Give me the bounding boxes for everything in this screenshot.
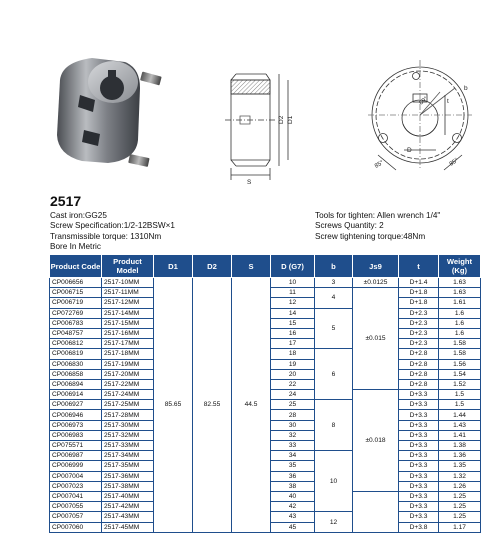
table-row [50,278,481,288]
cell-weight: 1.56 [439,359,481,369]
cell-product-model: 2517-10MM [102,278,154,288]
cell-t: D+2.8 [399,359,439,369]
cell-product-model: 2517-15MM [102,318,154,328]
header-d1: D1 [154,255,193,278]
cell-product-code: CP007041 [50,491,102,501]
cell-weight: 1.32 [439,471,481,481]
label-b: b [464,85,468,92]
cell-product-code: CP007023 [50,481,102,491]
spec-material: Cast iron:GG25 [50,211,107,220]
cell-d-g7: 25 [271,400,315,410]
cell-d-g7: 15 [271,318,315,328]
cell-product-model: 2517-35MM [102,461,154,471]
cell-product-code: CP006715 [50,288,102,298]
cell-weight: 1.44 [439,410,481,420]
cell-t: D+3.3 [399,400,439,410]
cell-t: D+2.3 [399,308,439,318]
cell-t: D+3.3 [399,461,439,471]
cell-t: D+2.3 [399,328,439,338]
cell-product-code: CP006973 [50,420,102,430]
cell-t: D+2.8 [399,369,439,379]
cell-product-code: CP006812 [50,339,102,349]
cell-product-code: CP072769 [50,308,102,318]
table-header-row [50,255,481,278]
header-product-model: Product Model [102,255,154,278]
header-s: S [232,255,271,278]
cell-weight: 1.58 [439,349,481,359]
cell-product-model: 2517-16MM [102,328,154,338]
spec-tightening-torque: Screw tightening torque:48Nm [315,231,426,241]
cell-d-g7: 38 [271,481,315,491]
header-d-g7: D (G7) [271,255,315,278]
cell-product-code: CP006783 [50,318,102,328]
cell-weight: 1.6 [439,318,481,328]
cell-t: D+1.8 [399,298,439,308]
cell-product-code: CP075571 [50,441,102,451]
cell-weight: 1.25 [439,512,481,522]
cell-b: 8 [315,400,353,451]
cell-js9: ±0.0125 [353,278,399,288]
cell-d-g7: 10 [271,278,315,288]
cell-product-model: 2517-19MM [102,359,154,369]
cell-product-model: 2517-12MM [102,298,154,308]
label-d2: D2 [278,115,285,124]
section-view [225,74,288,180]
cell-product-model: 2517-20MM [102,369,154,379]
header-weight: Weight (Kg) [439,255,481,278]
label-d1: D1 [287,115,294,124]
cell-d-g7: 20 [271,369,315,379]
cell-t: D+3.3 [399,420,439,430]
cell-product-model: 2517-34MM [102,451,154,461]
cell-product-model: 2517-38MM [102,481,154,491]
cell-weight: 1.63 [439,288,481,298]
label-angle-85-left: 85° [374,159,385,170]
cell-weight: 1.25 [439,502,481,512]
cell-t: D+2.3 [399,318,439,328]
cell-d-g7: 34 [271,451,315,461]
header-t: t [399,255,439,278]
product-title: 2517 [50,193,82,209]
cell-d-g7: 32 [271,430,315,440]
cell-product-code: CP007057 [50,512,102,522]
cell-product-code: CP006927 [50,400,102,410]
cell-d-g7: 22 [271,379,315,389]
cell-product-code: CP006830 [50,359,102,369]
cell-d-g7: 17 [271,339,315,349]
cell-weight: 1.17 [439,522,481,532]
cell-product-code: CP006999 [50,461,102,471]
cell-js9: ±0.018 [353,390,399,492]
cell-product-model: 2517-17MM [102,339,154,349]
cell-product-code: CP006858 [50,369,102,379]
cell-d-g7: 16 [271,328,315,338]
cell-product-code: CP006987 [50,451,102,461]
cell-product-model: 2517-45MM [102,522,154,532]
cell-product-code: CP006894 [50,379,102,389]
spec-column-right [315,211,440,242]
cell-t: D+3.3 [399,512,439,522]
cell-d-g7: 45 [271,522,315,532]
bush-photo [57,58,162,167]
label-t: t [447,98,449,105]
cell-product-code: CP006946 [50,410,102,420]
cell-product-code: CP048757 [50,328,102,338]
cell-product-model: 2517-32MM [102,430,154,440]
cell-product-code: CP006656 [50,278,102,288]
cell-product-model: 2517-36MM [102,471,154,481]
cell-product-model: 2517-30MM [102,420,154,430]
cell-product-code: CP006983 [50,430,102,440]
cell-d-g7: 18 [271,349,315,359]
cell-d-g7: 40 [271,491,315,501]
cell-d-g7: 33 [271,441,315,451]
header-d2: D2 [193,255,232,278]
cell-d-g7: 28 [271,410,315,420]
cell-weight: 1.54 [439,369,481,379]
cell-d-g7: 11 [271,288,315,298]
cell-d-g7: 30 [271,420,315,430]
label-d: D [407,147,412,154]
cell-weight: 1.58 [439,339,481,349]
cell-t: D+3.3 [399,390,439,400]
cell-weight: 1.36 [439,451,481,461]
cell-b: 3 [315,278,353,288]
cell-t: D+3.3 [399,410,439,420]
cell-t: D+3.3 [399,471,439,481]
spec-torque: Transmissible torque: 1310Nm [50,231,162,241]
cell-js9 [353,491,399,532]
cell-weight: 1.41 [439,430,481,440]
cell-weight: 1.38 [439,441,481,451]
cell-product-model: 2517-18MM [102,349,154,359]
cell-d-g7: 36 [271,471,315,481]
cell-t: D+3.3 [399,502,439,512]
cell-b: 5 [315,308,353,349]
dimension-table [49,254,481,533]
cell-weight: 1.35 [439,461,481,471]
spec-screw-qty: Screws Quantity: 2 [315,221,384,231]
cell-d1: 85.65 [154,278,193,533]
cell-d2: 82.55 [193,278,232,533]
cell-t: D+3.3 [399,451,439,461]
cell-t: D+3.3 [399,491,439,501]
cell-d-g7: 35 [271,461,315,471]
cell-js9: ±0.015 [353,288,399,390]
cell-product-code: CP006719 [50,298,102,308]
cell-weight: 1.6 [439,328,481,338]
cell-s: 44.5 [232,278,271,533]
cell-weight: 1.63 [439,278,481,288]
cell-b: 10 [315,451,353,512]
cell-t: D+1.8 [399,288,439,298]
cell-product-code: CP007055 [50,502,102,512]
cell-product-model: 2517-28MM [102,410,154,420]
cell-product-model: 2517-40MM [102,491,154,501]
cell-product-model: 2517-11MM [102,288,154,298]
spec-bore: Bore In Metric [50,241,101,251]
cell-product-code: CP006914 [50,390,102,400]
cell-d-g7: 43 [271,512,315,522]
cell-d-g7: 12 [271,298,315,308]
cell-t: D+3.3 [399,481,439,491]
header-js9: Js9 [353,255,399,278]
label-angle-60: 60° [418,96,430,107]
cell-weight: 1.52 [439,379,481,389]
cell-weight: 1.5 [439,400,481,410]
spec-tools: Tools for tighten: Allen wrench 1/4" [315,211,441,220]
cell-weight: 1.25 [439,491,481,501]
front-view [368,60,472,170]
cell-product-model: 2517-33MM [102,441,154,451]
spec-screw: Screw Specification:1/2-12BSW×1 [50,221,175,231]
cell-weight: 1.43 [439,420,481,430]
cell-b: 12 [315,512,353,532]
cell-product-code: CP007060 [50,522,102,532]
cell-product-model: 2517-43MM [102,512,154,522]
cell-product-code: CP007004 [50,471,102,481]
cell-product-model: 2517-14MM [102,308,154,318]
table-body [50,278,481,533]
cell-weight: 1.6 [439,308,481,318]
header-product-code: Product Code [50,255,102,278]
label-s: S [247,179,252,186]
cell-weight: 1.5 [439,390,481,400]
cell-t: D+2.3 [399,339,439,349]
cell-t: D+3.3 [399,430,439,440]
cell-d-g7: 42 [271,502,315,512]
cell-product-model: 2517-24MM [102,390,154,400]
cell-weight: 1.61 [439,298,481,308]
cell-product-model: 2517-22MM [102,379,154,389]
cell-d-g7: 24 [271,390,315,400]
cell-t: D+3.8 [399,522,439,532]
cell-product-model: 2517-42MM [102,502,154,512]
cell-product-model: 2517-25MM [102,400,154,410]
cell-b: 4 [315,288,353,308]
header-b: b [315,255,353,278]
cell-weight: 1.26 [439,481,481,491]
cell-t: D+1.4 [399,278,439,288]
spec-column-left [50,211,175,252]
cell-product-code: CP006819 [50,349,102,359]
cell-d-g7: 19 [271,359,315,369]
cell-t: D+2.8 [399,349,439,359]
cell-t: D+2.8 [399,379,439,389]
product-figures [0,0,500,190]
cell-t: D+3.3 [399,441,439,451]
label-angle-85-right: 85° [448,157,460,168]
cell-d-g7: 14 [271,308,315,318]
cell-b: 6 [315,349,353,400]
